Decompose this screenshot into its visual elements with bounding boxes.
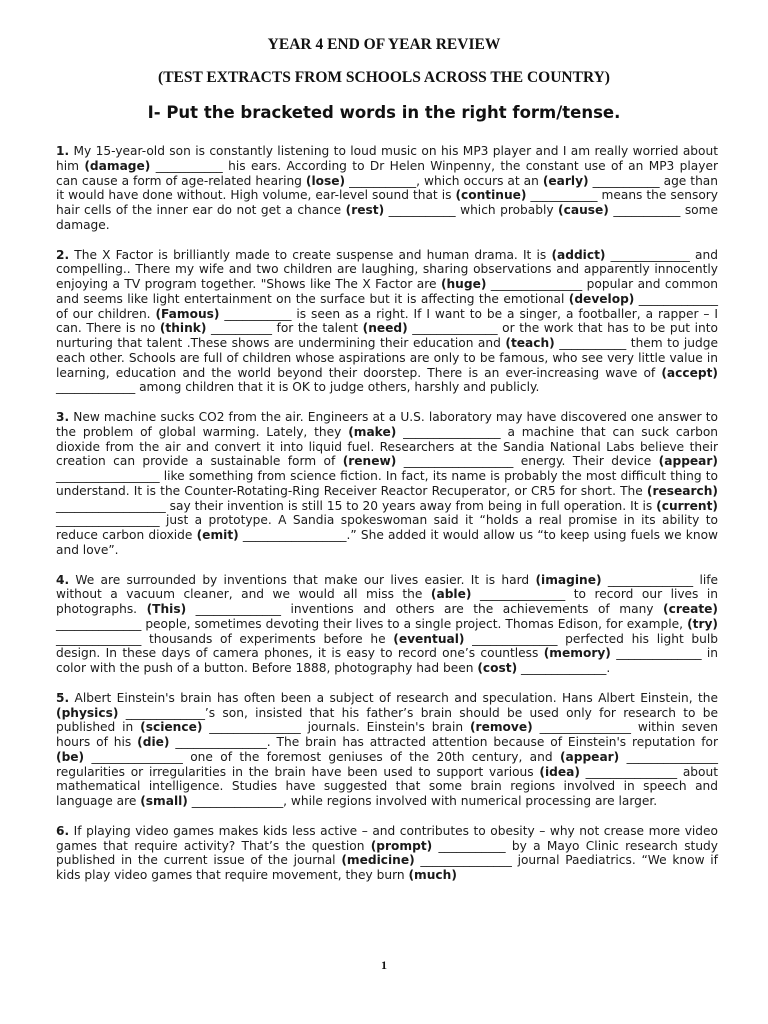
bracketed-word: (research) <box>646 483 718 498</box>
paragraph-text: ___________ his ears. According to Dr Helen Winpenny, the constant use of an MP3 player can cause a form of age-related hearing <box>56 158 718 188</box>
bracketed-word: (develop) <box>568 291 635 306</box>
bracketed-word: (cause) <box>558 203 609 217</box>
bracketed-word: (appear) <box>658 454 718 469</box>
paragraph-text: If playing video games makes kids less active – and contributes to obesity – why not crease more video games that require activity? That’s the question <box>56 823 718 853</box>
paragraph-text: _______________ within seven hours of his <box>56 720 719 749</box>
paragraph-text: ______________ life without a vacuum cleaner, and we would all miss the <box>56 572 719 602</box>
exercise-body <box>56 144 718 898</box>
paragraph-text: __________________ energy. Their device <box>396 454 659 469</box>
paragraph-text: __________ for the talent <box>206 321 363 336</box>
paragraph-text: _______________ one of the foremost geniuses of the 20th century, and <box>84 749 560 764</box>
paragraph-text: My 15-year-old son is constantly listening to loud music on his MP3 player and I am really worried about him <box>56 144 718 173</box>
paragraph-number: 4. <box>56 572 70 587</box>
paragraph-text: _______________. The brain has attracted attention because of Einstein's reputation for <box>169 735 718 749</box>
bracketed-word: (remove) <box>469 720 533 735</box>
bracketed-word: (able) <box>430 587 472 602</box>
paragraph-text: New machine sucks CO2 from the air. Engineers at a U.S. laboratory may have discovered one answer to the problem of global warming. Lately, they <box>56 410 718 439</box>
bracketed-word: (idea) <box>539 764 580 779</box>
exercise-paragraph-1 <box>56 144 718 233</box>
bracketed-word: (small) <box>140 794 188 808</box>
bracketed-word: (accept) <box>661 365 718 380</box>
paragraph-text: __________________ say their invention is still 15 to 20 years away from being in full operation. It is <box>56 498 657 513</box>
bracketed-word: (continue) <box>455 188 527 203</box>
exercise-paragraph-2 <box>56 248 718 396</box>
paragraph-text: _______________, while regions involved with numerical processing are larger. <box>187 794 658 808</box>
paragraph-number: 3. <box>56 410 70 424</box>
paragraph-text: The X Factor is brilliantly made to create suspense and human drama. It is <box>69 247 552 262</box>
paragraph-text: _______________ journal Paediatrics. “We know if kids play video games that require movement, they burn <box>56 853 718 882</box>
bracketed-word: (appear) <box>559 749 620 764</box>
bracketed-word: (teach) <box>505 336 555 350</box>
paragraph-text: _________________ like something from science fiction. In fact, its name is probably the most difficult thing to understand. It is the Counter-Rotating-Ring Receiver Reactor Recuperator, or CR5 for short. The <box>56 469 718 498</box>
paragraph-text: ________________ a machine that can suck carbon dioxide from the air and convert it into liquid fuel. Researchers at the Sandia National Labs believe their creation can provide a sustainable form of <box>56 424 718 469</box>
paragraph-text: _______________ journals. Einstein's brain <box>202 720 470 735</box>
paragraph-number: 2. <box>56 247 70 262</box>
paragraph-text: ______________ thousands of experiments before he <box>56 631 394 646</box>
paragraph-text: ______________ to record our lives in photographs. <box>56 587 718 616</box>
exercise-paragraph-4 <box>56 573 718 676</box>
bracketed-word: (current) <box>656 498 718 513</box>
bracketed-word: (lose) <box>305 173 346 188</box>
paragraph-text: ___________ by a Mayo Clinic research study published in the current issue of the journal <box>56 838 718 868</box>
bracketed-word: (rest) <box>345 203 385 217</box>
paragraph-text: _________________.” She added it would allow us “to keep using fuels we know and love”. <box>56 528 719 557</box>
bracketed-word: (early) <box>542 173 589 188</box>
bracketed-word: (medicine) <box>341 853 415 868</box>
bracketed-word: (renew) <box>342 454 397 469</box>
paragraph-text: ______________ or the work that has to be put into nurturing that talent .These shows are undermining their education and <box>56 321 718 350</box>
exercise-paragraph-5 <box>56 691 718 809</box>
bracketed-word: (make) <box>348 424 397 439</box>
bracketed-word: (try) <box>687 616 718 631</box>
paragraph-text: ___________ means the sensory hair cells of the inner ear do not get a chance <box>56 188 718 217</box>
bracketed-word: (damage) <box>84 158 151 173</box>
paragraph-text: ___________ age than it would have done without. High volume, ear-level sound that is <box>56 173 718 203</box>
bracketed-word: (science) <box>140 720 203 735</box>
paragraph-text: _____________’s son, insisted that his father’s brain should be used only for research to be published in <box>56 705 718 735</box>
paragraph-text: Albert Einstein's brain has often been a subject of research and speculation. Hans Albert Einstein, the <box>69 690 718 705</box>
exercise-paragraph-3 <box>56 410 718 558</box>
paragraph-text: ___________, which occurs at an <box>345 173 543 188</box>
bracketed-word: (eventual) <box>393 631 465 646</box>
paragraph-text: _________________ just a prototype. A Sandia spokeswoman said it “holds a real promise in its ability to reduce carbon dioxide <box>56 513 718 542</box>
paragraph-number: 1. <box>56 144 70 158</box>
paragraph-text: _______________ popular and common and seems like light entertainment on the surface but it is affecting the emotional <box>56 277 719 306</box>
paragraph-text: ______________. <box>517 661 611 675</box>
bracketed-word: (This) <box>146 602 187 616</box>
bracketed-word: (memory) <box>543 646 611 661</box>
bracketed-word: (need) <box>362 321 408 336</box>
bracketed-word: (be) <box>56 749 85 764</box>
document-title: YEAR 4 END OF YEAR REVIEW <box>267 36 501 53</box>
bracketed-word: (create) <box>663 602 718 616</box>
bracketed-word: (addict) <box>551 247 606 262</box>
bracketed-word: (think) <box>159 321 207 336</box>
paragraph-text: We are surrounded by inventions that make our lives easier. It is hard <box>69 572 536 587</box>
paragraph-text: _______________ about mathematical intelligence. Studies have suggested that some brain regions involved in speech and language are <box>56 764 718 808</box>
bracketed-word: (cost) <box>477 661 518 675</box>
paragraph-text: _____________ and compelling.. There my wife and two children are laughing, sharing observations and apparently innocently enjoying a TV program together. "Shows like The X Factor are <box>56 247 718 291</box>
paragraph-text: _____________ of our children. <box>56 291 719 321</box>
bracketed-word: (emit) <box>196 528 239 542</box>
document-subtitle: (TEST EXTRACTS FROM SCHOOLS ACROSS THE COUNTRY) <box>158 69 610 86</box>
paragraph-text: ______________ perfected his light bulb design. In these days of camera phones, it is easy to record one’s countless <box>56 631 718 661</box>
paragraph-number: 6. <box>56 823 70 838</box>
paragraph-text: ______________ in color with the push of a button. Before 1888, photography had been <box>56 646 718 675</box>
paragraph-text: _______________ regularities or irregularities in the brain have been used to support various <box>56 749 719 779</box>
bracketed-word: (imagine) <box>535 572 602 587</box>
paragraph-number: 5. <box>56 690 70 705</box>
paragraph-text: ______________ inventions and others are the achievements of many <box>186 602 664 616</box>
paragraph-text: ___________ some damage. <box>56 203 718 232</box>
exercise-instruction: I- Put the bracketed words in the right form/tense. <box>147 103 621 122</box>
bracketed-word: (prompt) <box>370 838 433 853</box>
page-number: 1 <box>381 958 387 972</box>
paragraph-text: ___________ which probably <box>384 203 559 217</box>
bracketed-word: (much) <box>408 868 457 882</box>
paragraph-text: _____________ among children that it is OK to judge others, harshly and publicly. <box>56 380 540 395</box>
paragraph-text: ______________ people, sometimes devoting their lives to a single project. Thomas Edison, for example, <box>56 616 688 631</box>
exercise-paragraph-6 <box>56 824 718 883</box>
paragraph-text: ___________ is seen as a right. If I want to be a singer, a footballer, a rapper – I can. There is no <box>56 306 718 336</box>
paragraph-text: ___________ them to judge each other. Schools are full of children whose aspirations are only to be famous, who see very little value in learning, education and the world beyond their doorstep. There is an ever-increasing wave of <box>56 336 719 380</box>
bracketed-word: (physics) <box>56 705 119 720</box>
bracketed-word: (Famous) <box>155 306 220 321</box>
bracketed-word: (die) <box>137 735 170 749</box>
bracketed-word: (huge) <box>440 277 487 291</box>
